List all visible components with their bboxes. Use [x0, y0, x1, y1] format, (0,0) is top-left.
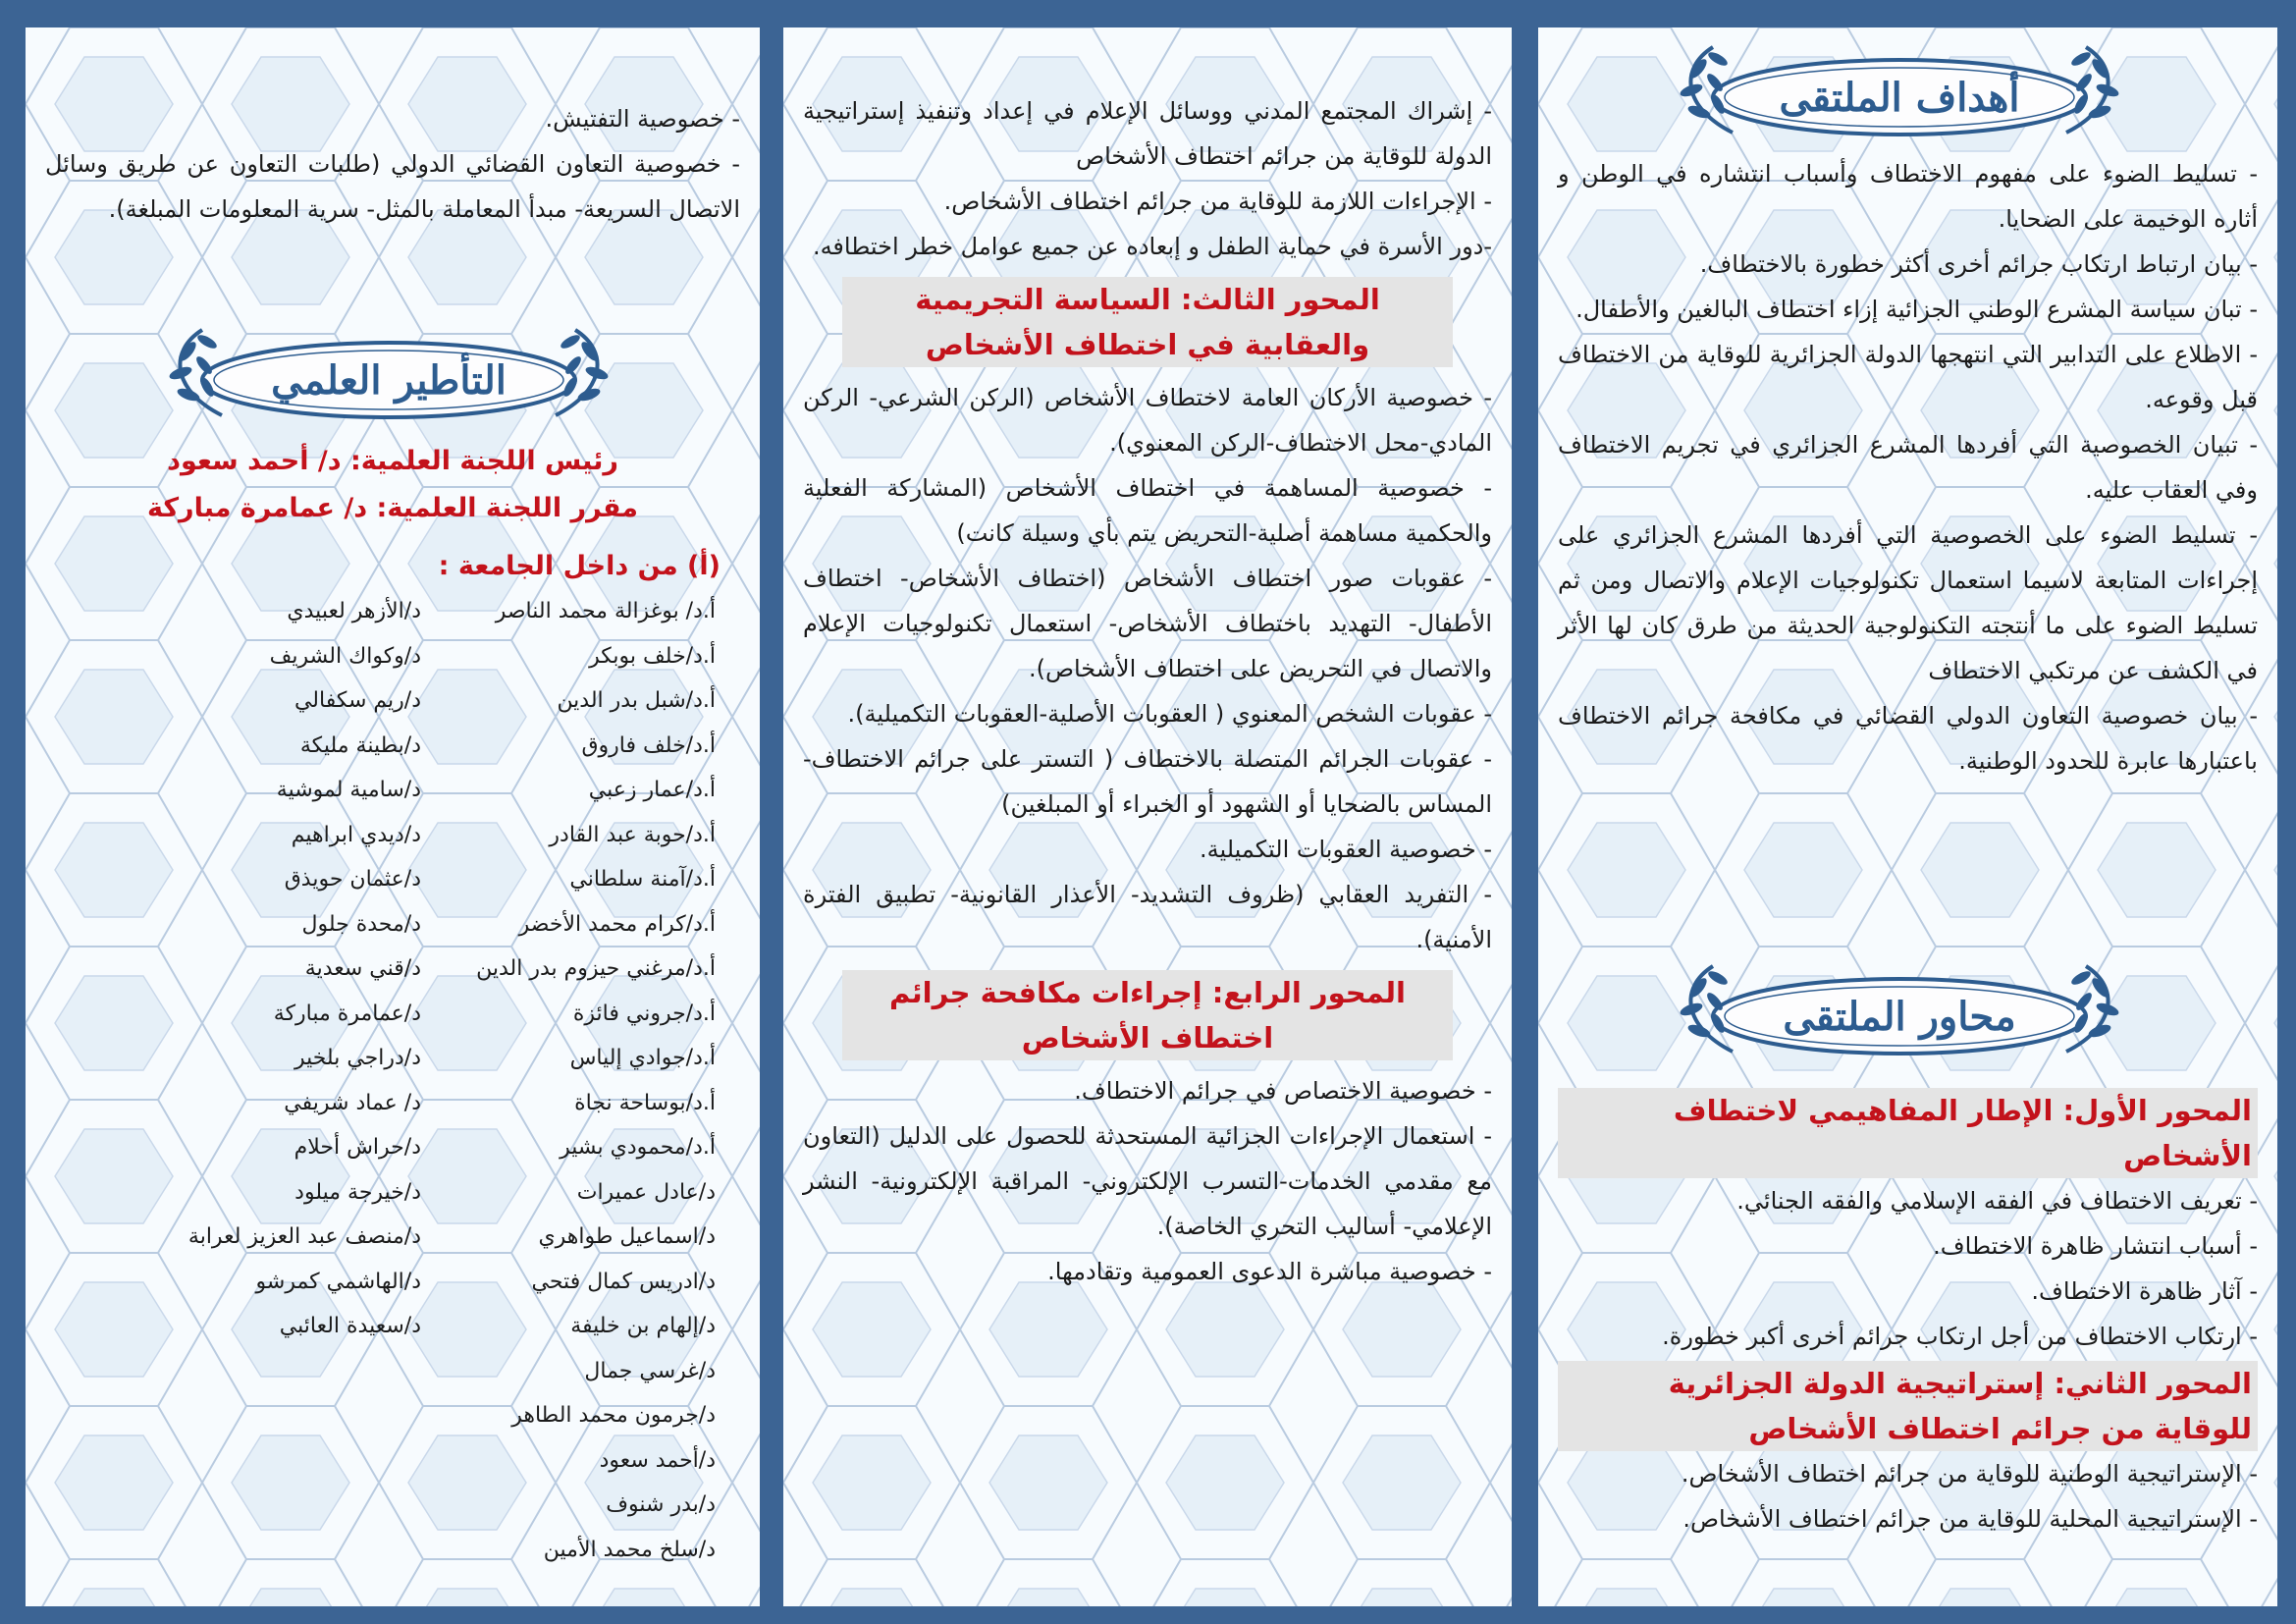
axes-banner-title: محاور الملتقى [1783, 993, 2016, 1040]
member-name: د/سلخ محمد الأمين [543, 1537, 716, 1562]
goals-list [1558, 151, 2258, 784]
members-table [45, 589, 740, 1572]
axis3-title: المحور الثالث: السياسة التجريمية والعقابية في اختطاف الأشخاص [842, 277, 1453, 367]
axes-banner [1664, 958, 2135, 1074]
member-name: د/غرسي جمال [584, 1358, 716, 1383]
member-name: د/الهاشمي كمرشو [255, 1269, 421, 1294]
member-name: د/دراجي بلخير [294, 1046, 421, 1070]
member-name: أ.د/خلف بوبكر [589, 643, 716, 669]
axis3-item: - خصوصية المساهمة في اختطاف الأشخاص (المشاركة الفعلية والحكمية مساهمة أصلية-التحريض يتم بأي وسيلة كانت) [803, 474, 1492, 547]
axis3-item: - عقوبات صور اختطاف الأشخاص (اختطاف الأشخاص- اختطاف الأطفال- التهديد باختطاف الأشخاص- استعمال تكنولوجيات الإعلام والاتصال في التحريض على اختطاف الأشخاص). [803, 565, 1492, 682]
member-name: د/عادل عميرات [576, 1179, 716, 1205]
goal-item: - تبان سياسة المشرع الوطني الجزائية إزاء اختطاف البالغين والأطفال. [1575, 296, 2258, 323]
axis2-item: - الإستراتيجية الوطنية للوقاية من جرائم اختطاف الأشخاص. [1681, 1460, 2258, 1488]
axis4-item: - خصوصية مباشرة الدعوى العمومية وتقادمها. [1047, 1258, 1492, 1285]
axis3-item: - خصوصية الأركان العامة لاختطاف الأشخاص (الركن الشرعي- الركن المادي-محل الاختطاف-الركن المعنوي). [803, 384, 1492, 457]
axes-continued-panel [783, 27, 1512, 1606]
member-name: د/خيرجة ميلود [294, 1179, 421, 1205]
member-name: أ.د/خلف فاروق [581, 732, 716, 758]
axis4-item: - استعمال الإجراءات الجزائية المستحدثة للحصول على الدليل (التعاون مع مقدمي الخدمات-التسرب الإلكتروني- المراقبة الإلكترونية- النشر الإعلامي- أساليب التحري الخاصة). [803, 1122, 1492, 1240]
member-name: د/بطينة مليكة [299, 732, 421, 758]
member-name: أ.د/ بوغزالة محمد الناصر [495, 599, 716, 623]
member-name: د/جرمون محمد الطاهر [511, 1403, 716, 1428]
members-col2 [156, 589, 421, 1572]
member-name: د/ريم سكفالي [294, 688, 421, 713]
member-name: د/حراش أحلام [294, 1135, 421, 1160]
member-name: أ.د/جروني فائزة [572, 1001, 716, 1026]
member-name: أ.د/آمنة سلطاني [569, 867, 716, 892]
axis3-item: - عقوبات الشخص المعنوي ( العقوبات الأصلية-العقوبات التكميلية). [847, 700, 1492, 728]
member-name: أ.د/كرام محمد الأخضر [518, 911, 716, 937]
member-name: د/منصف عبد العزيز لعرابة [187, 1224, 421, 1249]
goal-item: - بيان خصوصية التعاون الدولي القضائي في مكافحة جرائم الاختطاف باعتبارها عابرة للحدود الوطنية. [1558, 702, 2258, 775]
committee-rapporteur: مقرر اللجنة العلمية: د/ عمامرة مباركة [146, 493, 639, 523]
framing-banner-title: التأطير العلمي [271, 356, 507, 404]
member-name: د/سعيدة العائبي [279, 1314, 421, 1338]
member-name: أ.د/شبل بدر الدين [557, 688, 716, 713]
intro-item: - خصوصية التعاون القضائي الدولي (طلبات التعاون عن طريق وسائل الاتصال السريعة- مبدأ المعاملة بالمثل- سرية المعلومات المبلغة). [45, 150, 740, 223]
axis2-item: - الإستراتيجية المحلية للوقاية من جرائم اختطاف الأشخاص. [1682, 1505, 2258, 1533]
intro-item: - إشراك المجتمع المدني ووسائل الإعلام في إعداد وتنفيذ إستراتيجية الدولة للوقاية من جرائم اختطاف الأشخاص [803, 97, 1492, 170]
member-name: د/محدة جلول [301, 911, 421, 937]
axis1-item: - تعريف الاختطاف في الفقه الإسلامي والفقه الجنائي. [1736, 1187, 2258, 1215]
member-name: أ.د/مرغني حيزوم بدر الدين [476, 956, 716, 981]
axis4-item: - خصوصية الاختصاص في جرائم الاختطاف. [1074, 1077, 1492, 1105]
member-name: د/إلهام بن خليفة [570, 1314, 716, 1338]
member-name: أ.د/عمار زعبي [588, 778, 716, 802]
axis1-item: - ارتكاب الاختطاف من أجل ارتكاب جرائم أخرى أكبر خطورة. [1662, 1323, 2258, 1350]
axis3-item: - خصوصية العقوبات التكميلية. [1199, 836, 1492, 863]
member-name: د/الأزهر لعبيدي [287, 599, 421, 623]
intro-item: -دور الأسرة في حماية الطفل و إبعاده عن جميع عوامل خطر اختطافه. [812, 233, 1492, 260]
member-name: أ.د/حوبة عبد القادر [549, 822, 716, 847]
goals-banner-title: أهداف الملتقى [1779, 74, 2020, 121]
members-col1 [451, 589, 716, 1572]
axis1-item: - آثار ظاهرة الاختطاف. [2031, 1277, 2258, 1305]
member-name: أ.د/جوادي إلياس [569, 1046, 716, 1070]
axis1-title: المحور الأول: الإطار المفاهيمي لاختطاف الأشخاص [1558, 1088, 2258, 1178]
goals-banner [1664, 39, 2135, 155]
goal-item: - تسليط الضوء على مفهوم الاختطاف وأسباب انتشاره في الوطن و أثاره الوخيمة على الضحايا. [1558, 160, 2258, 233]
axes-list [1558, 1088, 2258, 1542]
member-name: د/أحمد سعود [599, 1447, 716, 1473]
goal-item: - تبيان الخصوصية التي أفردها المشرع الجزائري في تجريم الاختطاف وفي العقاب عليه. [1558, 431, 2258, 504]
axis1-item: - أسباب انتشار ظاهرة الاختطاف. [1933, 1232, 2258, 1260]
member-name: د/اسماعيل طواهري [538, 1224, 716, 1249]
left-intro [45, 96, 740, 232]
goal-item: - تسليط الضوء على الخصوصية التي أفردها المشرع الجزائري على إجراءات المتابعة لاسيما استعمال تكنولوجيات الإعلام والاتصال ومن ثم تسليط الضوء على ما أنتجته التكنولوجية الحديثة من طرق كان لها الأثر في الكشف عن مرتكبي الاختطاف [1558, 521, 2258, 684]
framing-banner [153, 322, 624, 438]
member-name: د/سامية لموشية [276, 778, 421, 802]
member-name: د/بدر شنوف [606, 1492, 716, 1517]
member-name: د/ديدي ابراهيم [291, 822, 421, 847]
member-name: أ.د/محمودي بشير [560, 1135, 716, 1160]
inside-university-label: (أ) من داخل الجامعة : [438, 551, 721, 581]
member-name: أ.د/بوساحة نجاة [574, 1090, 716, 1115]
axis3-item: - عقوبات الجرائم المتصلة بالاختطاف ( التستر على جرائم الاختطاف- المساس بالضحايا أو الشهود أو الخبراء أو المبلغين) [803, 745, 1492, 818]
member-name: د/ادريس كمال فتحي [531, 1269, 716, 1294]
member-name: د/وكواك الشريف [269, 643, 421, 669]
axis4-title: المحور الرابع: إجراءات مكافحة جرائم اختطاف الأشخاص [842, 970, 1453, 1060]
goals-and-axes-panel [1538, 27, 2277, 1606]
member-name: د/عمامرة مباركة [273, 1001, 421, 1026]
goal-item: - بيان ارتباط ارتكاب جرائم أخرى أكثر خطورة بالاختطاف. [1699, 250, 2258, 278]
intro-item: - الإجراءات اللازمة للوقاية من جرائم اختطاف الأشخاص. [943, 188, 1492, 215]
member-name: د/قني سعدية [304, 956, 421, 981]
committee-head: رئيس اللجنة العلمية: د/ أحمد سعود [167, 446, 618, 476]
scientific-framing-panel [26, 27, 760, 1606]
member-name: د/ عماد شريفي [284, 1090, 421, 1115]
member-name: د/عثمان حويذق [284, 867, 421, 892]
goal-item: - الاطلاع على التدابير التي انتهجها الدولة الجزائرية للوقاية من الاختطاف قبل وقوعه. [1558, 341, 2258, 413]
axis2-title: المحور الثاني: إستراتيجية الدولة الجزائرية للوقاية من جرائم اختطاف الأشخاص [1558, 1361, 2258, 1451]
committee [45, 438, 740, 532]
axis3-item: - التفريد العقابي (ظروف التشديد- الأعذار القانونية- تطبيق الفترة الأمنية). [803, 881, 1492, 953]
middle-content [803, 88, 1492, 1294]
intro-item: - خصوصية التفتيش. [545, 105, 740, 133]
